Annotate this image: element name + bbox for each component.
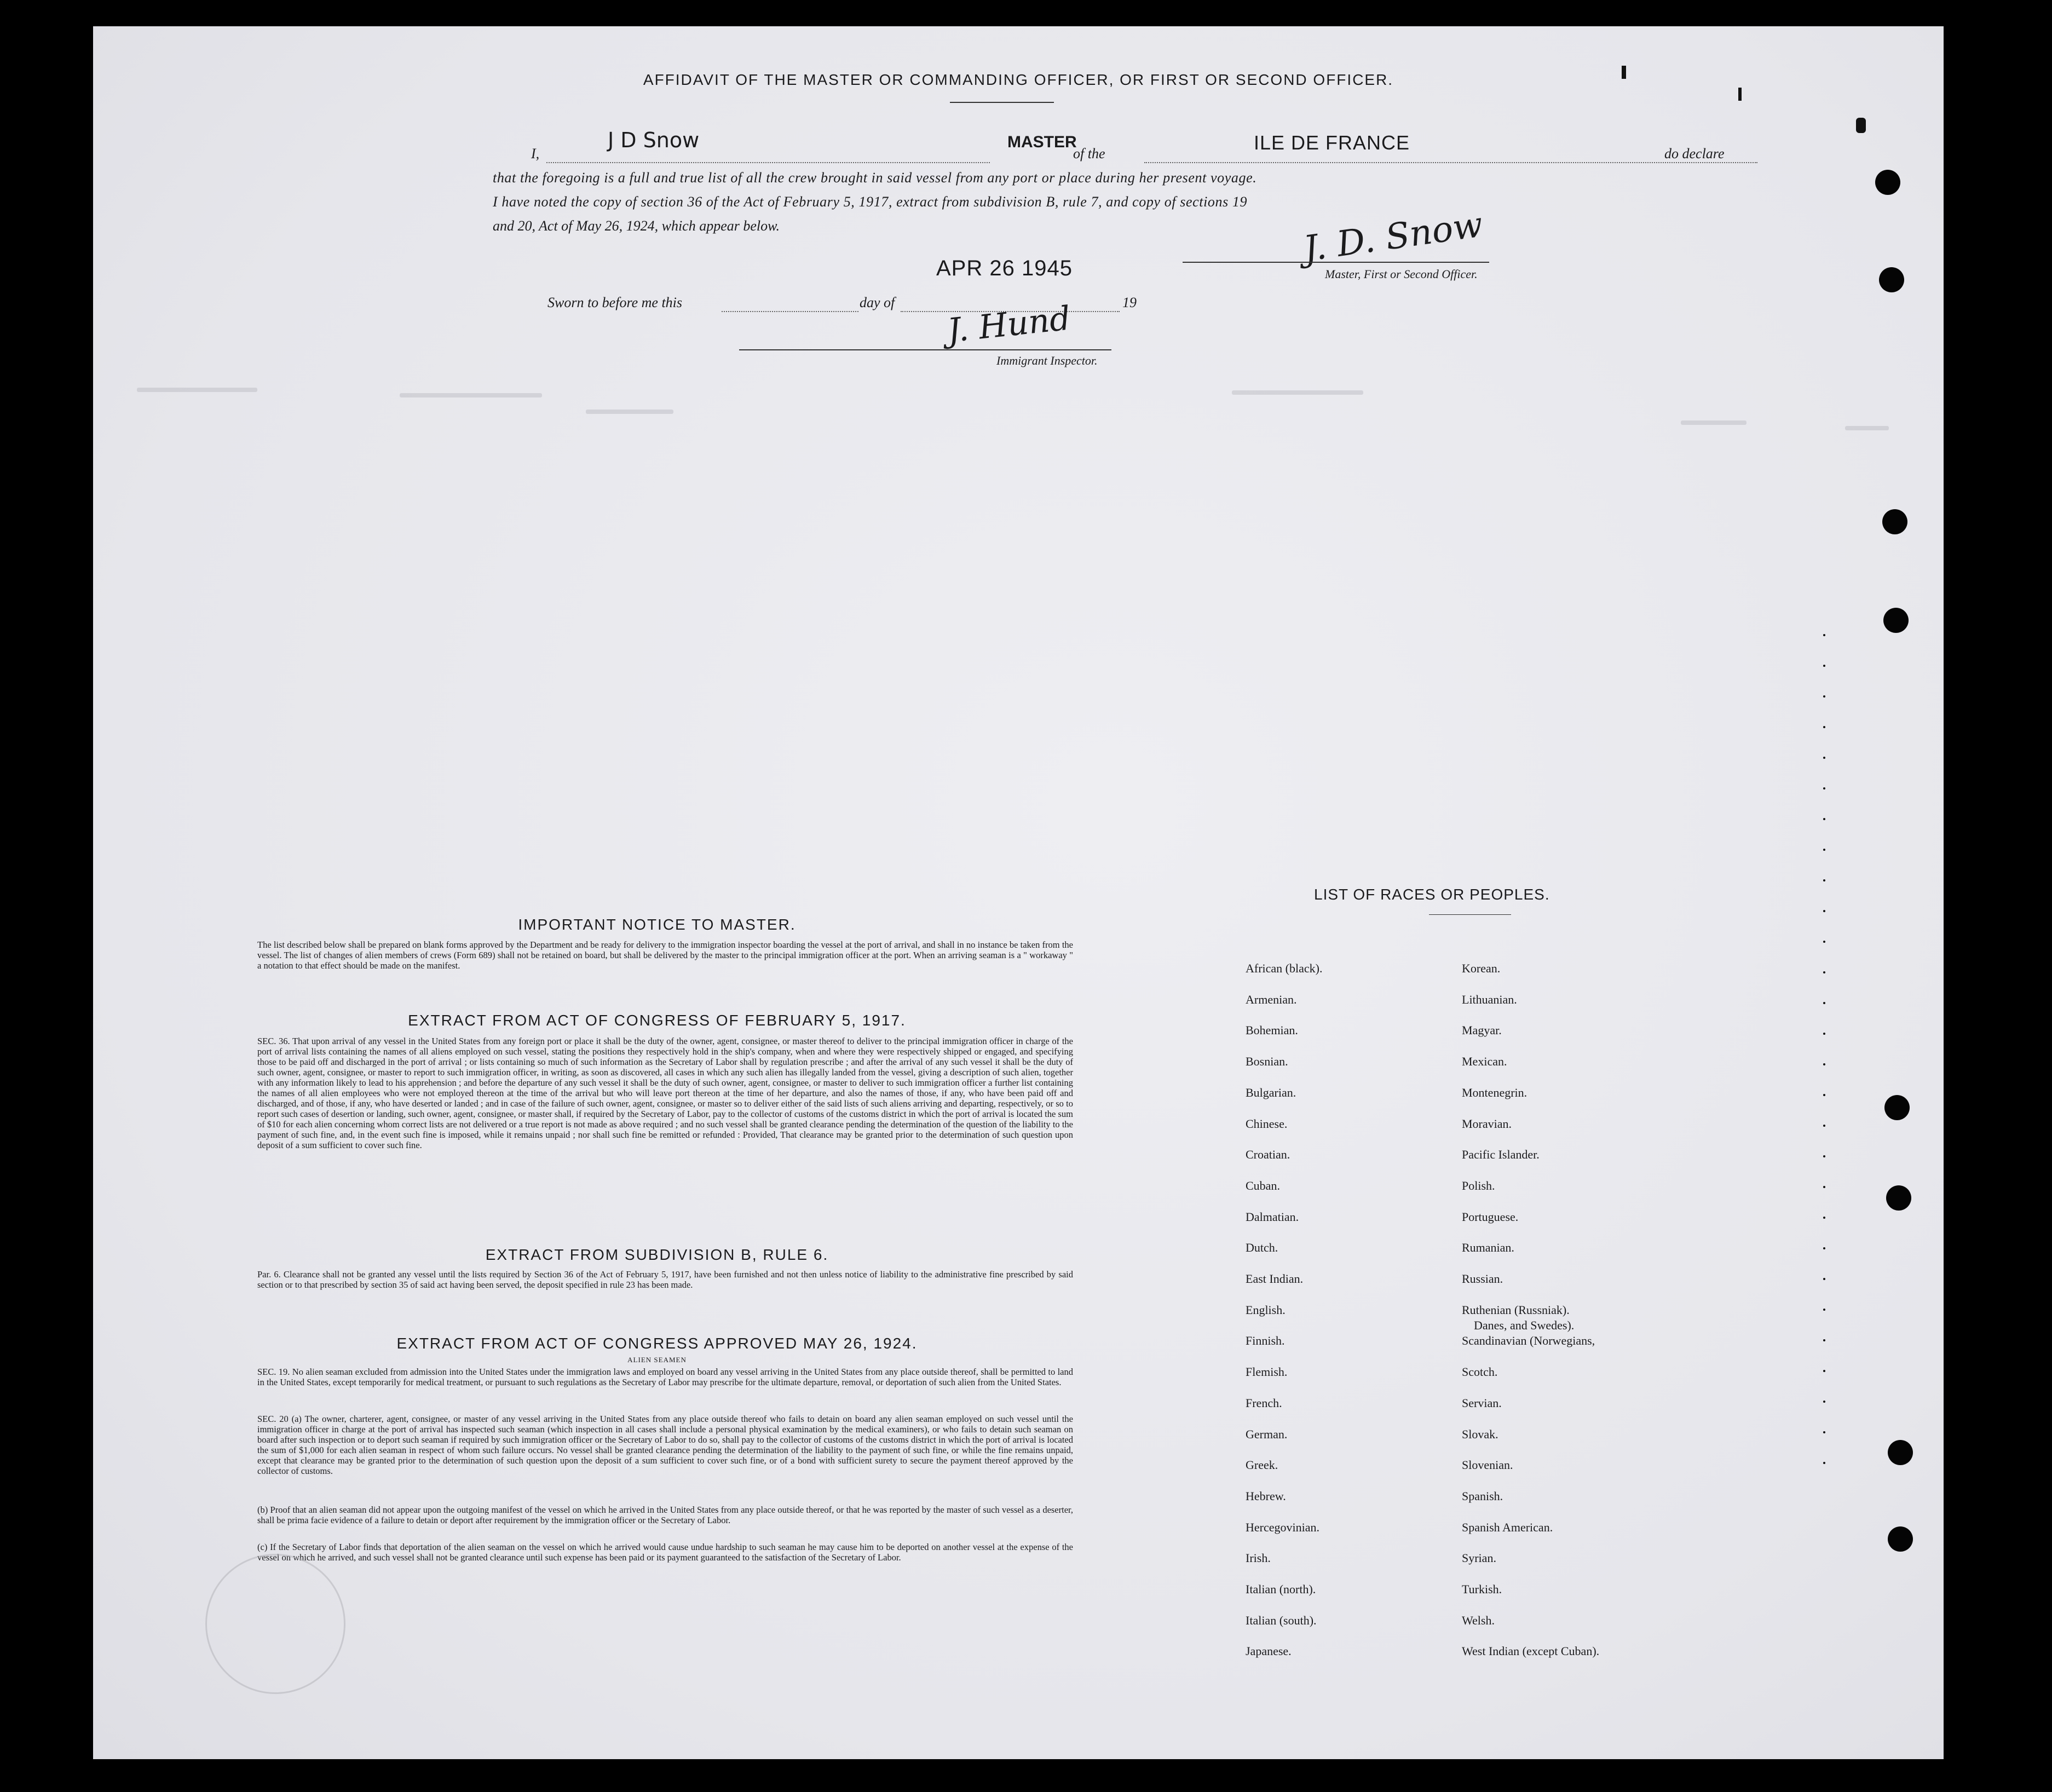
master-stamp: MASTER	[1007, 133, 1077, 151]
scan-mark	[1856, 118, 1866, 133]
day-of-text: day of	[860, 295, 895, 310]
vessel-name-stamp: ILE DE FRANCE	[1254, 131, 1410, 154]
margin-dot	[1823, 695, 1825, 698]
binder-hole	[1883, 608, 1909, 633]
embossed-seal	[205, 1554, 345, 1694]
bleed-through-mark	[137, 388, 257, 392]
race-item: Polish.	[1462, 1178, 1495, 1192]
race-item: Chinese.	[1246, 1116, 1288, 1131]
margin-dot	[1823, 849, 1825, 851]
sec20b-text: (b) Proof that an alien seaman did not appear upon the outgoing manifest of the vessel on which he arrived in the United States from any place outside thereof, or that he was reported by the master of such vessel as a deserter, shall be prima facie evidence of a failure to detain or deport after requirement by the immigration officer or the Secretary of Labor.	[257, 1505, 1073, 1525]
rule6-title: EXTRACT FROM SUBDIVISION B, RULE 6.	[485, 1246, 829, 1263]
race-item-continuation: Danes, and Swedes).	[1474, 1318, 1575, 1332]
race-item: Bosnian.	[1246, 1055, 1288, 1069]
margin-dot	[1823, 1033, 1825, 1035]
margin-dot	[1823, 634, 1825, 636]
race-item: Croatian.	[1246, 1148, 1290, 1162]
margin-dot	[1823, 818, 1825, 820]
notice-text: The list described below shall be prepared on blank forms approved by the Department and be ready for delivery to the immigration inspector boarding the vessel at the port of arrival, and shall in no instance be taken from the vessel. The list of changes of alien members of crews (Form 689) shall not be retained on board, but shall be delivered by the master to the principal immigration officer at the port. When an arriving seaman is a " workaway " a notation to that effect should be made on the manifest.	[257, 940, 1073, 971]
race-item: Korean.	[1462, 961, 1501, 975]
bleed-through-mark	[1681, 420, 1746, 425]
race-item: Portuguese.	[1462, 1209, 1519, 1224]
race-item: Montenegrin.	[1462, 1085, 1528, 1099]
race-item: Spanish.	[1462, 1489, 1503, 1503]
race-item: Italian (north).	[1246, 1582, 1316, 1596]
sec20a-text: SEC. 20 (a) The owner, charterer, agent, consignee, or master of any vessel arriving in the United States from any place outside thereof who fails to detain on board any alien seaman employed on such vessel until the immigration officer in charge at the port of arrival has inspected such seaman (which inspection in all cases shall include a personal physical examination by the medical examiners), or who fails to detain such seaman on board after such inspection or to deport such seaman if required by such immigration officer or the Secretary of Labor to do so, shall pay to the collector of customs of the customs district in which the port of arrival is located the sum of $1,000 for each alien seaman in respect of whom such failure occurs. No vessel shall be granted clearance pending the determination of the liability to the payment of such fine, or while the fine remains unpaid, except that clearance may be granted prior to the determination of such question upon the deposit of a sum sufficient to cover such fine, or of a bond with sufficient surety to secure the payment thereof approved by the collector of customs.	[257, 1414, 1073, 1476]
race-item: Magyar.	[1462, 1023, 1502, 1038]
signature-line	[1183, 262, 1489, 263]
scan-mark	[1738, 88, 1742, 101]
race-item: Lithuanian.	[1462, 992, 1517, 1006]
title-underline	[950, 102, 1054, 103]
year-prefix: 19	[1122, 295, 1137, 310]
race-item: Slovak.	[1462, 1427, 1498, 1441]
margin-dot	[1823, 1155, 1825, 1157]
margin-dot	[1823, 1431, 1825, 1433]
margin-dot	[1823, 1186, 1825, 1188]
race-item: Spanish American.	[1462, 1520, 1553, 1534]
inspector-signature: J. Hund	[945, 299, 1073, 350]
race-item: Russian.	[1462, 1272, 1503, 1286]
race-item: Hebrew.	[1246, 1489, 1286, 1503]
races-title: LIST OF RACES OR PEOPLES.	[1314, 886, 1550, 903]
race-item: French.	[1246, 1396, 1282, 1410]
margin-dot	[1823, 910, 1825, 912]
affidavit-prefix: I,	[531, 146, 540, 162]
margin-dot	[1823, 971, 1825, 973]
bleed-through-mark	[400, 393, 542, 397]
date-stamp: APR 26 1945	[936, 256, 1073, 280]
scan-mark	[1622, 66, 1626, 79]
margin-dot	[1823, 757, 1825, 759]
margin-dot	[1823, 879, 1825, 881]
race-item: Cuban.	[1246, 1178, 1280, 1192]
binder-hole	[1888, 1526, 1913, 1552]
margin-dot	[1823, 665, 1825, 667]
master-name-handwritten: J D Snow	[608, 128, 700, 152]
affidavit-title: AFFIDAVIT OF THE MASTER OR COMMANDING OFFICER, OR FIRST OR SECOND OFFICER.	[643, 71, 1394, 88]
margin-dot	[1823, 1339, 1825, 1341]
race-item: Dalmatian.	[1246, 1209, 1299, 1224]
vessel-line	[1144, 162, 1757, 163]
alien-seamen-subtitle: ALIEN SEAMEN	[627, 1356, 687, 1364]
race-item: Bohemian.	[1246, 1023, 1298, 1038]
race-item: Flemish.	[1246, 1365, 1288, 1379]
inspector-caption: Immigrant Inspector.	[996, 354, 1098, 367]
margin-dot	[1823, 1462, 1825, 1464]
sec19-text: SEC. 19. No alien seaman excluded from admission into the United States under the immigration laws and employed on board any vessel arriving in the United States from any place outside thereof, shall be permitted to land in the United States, except temporarily for medical treatment, or pursuant to such regulations as the Secretary of Labor may prescribe for the ultimate departure, removal, or deportation of such alien from the United States.	[257, 1367, 1073, 1387]
affidavit-line-4: and 20, Act of May 26, 1924, which appear below.	[493, 218, 780, 234]
race-item: Turkish.	[1462, 1582, 1502, 1596]
race-item: Rumanian.	[1462, 1241, 1514, 1255]
sec20c-text: (c) If the Secretary of Labor finds that deportation of the alien seaman on the vessel on which he arrived would cause undue hardship to such seaman he may cause him to be deported on another vessel at the expense of the vessel on which he arrived, and such vessel shall not be granted clearance until such expense has been paid or its payment guaranteed to the satisfaction of the Secretary of Labor.	[257, 1542, 1073, 1563]
race-item: Greek.	[1246, 1458, 1278, 1472]
race-item: Pacific Islander.	[1462, 1148, 1540, 1162]
margin-dot	[1823, 1247, 1825, 1249]
notice-title: IMPORTANT NOTICE TO MASTER.	[518, 916, 796, 933]
signature-caption: Master, First or Second Officer.	[1325, 267, 1478, 281]
binder-hole	[1879, 267, 1904, 292]
race-item: East Indian.	[1246, 1272, 1304, 1286]
extract-1917-title: EXTRACT FROM ACT OF CONGRESS OF FEBRUARY 5, 1917.	[408, 1012, 906, 1029]
race-item: English.	[1246, 1303, 1286, 1317]
margin-dot	[1823, 1063, 1825, 1065]
sworn-day-line	[722, 311, 858, 312]
race-item: German.	[1246, 1427, 1288, 1441]
margin-dot	[1823, 726, 1825, 728]
affidavit-line-3: I have noted the copy of section 36 of the Act of February 5, 1917, extract from subdivision B, rule 7, and copy of sections 19	[493, 194, 1248, 210]
affidavit-line-2: that the foregoing is a full and true list of all the crew brought in said vessel from any port or place during her present voyage.	[493, 170, 1257, 186]
races-underline	[1429, 914, 1511, 915]
race-item: Bulgarian.	[1246, 1085, 1296, 1099]
race-item: Slovenian.	[1462, 1458, 1513, 1472]
margin-dot	[1823, 1278, 1825, 1280]
race-item: Ruthenian (Russniak).	[1462, 1303, 1570, 1317]
margin-dot	[1823, 941, 1825, 943]
race-item: Japanese.	[1246, 1644, 1292, 1658]
margin-dot	[1823, 1125, 1825, 1127]
extract-1924-title: EXTRACT FROM ACT OF CONGRESS APPROVED MAY 26, 1924.	[396, 1335, 918, 1352]
binder-hole	[1884, 1095, 1910, 1120]
margin-dot	[1823, 787, 1825, 790]
race-item: African (black).	[1246, 961, 1323, 975]
race-item: Mexican.	[1462, 1055, 1507, 1069]
bleed-through-mark	[1232, 390, 1363, 395]
do-declare-text: do declare	[1664, 146, 1725, 162]
binder-hole	[1875, 170, 1900, 195]
binder-hole	[1888, 1440, 1913, 1465]
margin-dot	[1823, 1309, 1825, 1311]
bleed-through-mark	[1845, 426, 1889, 430]
race-item: Dutch.	[1246, 1241, 1278, 1255]
race-item: Moravian.	[1462, 1116, 1512, 1131]
race-item: Scotch.	[1462, 1365, 1498, 1379]
margin-dot	[1823, 1217, 1825, 1219]
name-line	[546, 162, 990, 163]
binder-hole	[1882, 509, 1907, 534]
rule6-text: Par. 6. Clearance shall not be granted any vessel until the lists required by Section 36 of the Act of February 5, 1917, have been furnished and not then unless notice of liability to the administrative fine prescribed by said section or to that prescribed by section 35 of said act having been served, the deposit specified in rule 23 has been made.	[257, 1269, 1073, 1290]
race-item: Hercegovinian.	[1246, 1520, 1319, 1534]
inspector-line	[739, 349, 1111, 350]
race-item: West Indian (except Cuban).	[1462, 1644, 1600, 1658]
sworn-text: Sworn to before me this	[547, 295, 683, 310]
of-the-text: of the	[1073, 146, 1105, 162]
margin-dot	[1823, 1370, 1825, 1372]
race-item: Armenian.	[1246, 992, 1297, 1006]
bleed-through-mark	[586, 410, 673, 414]
race-item: Finnish.	[1246, 1334, 1285, 1348]
margin-dot	[1823, 1094, 1825, 1096]
race-item: Irish.	[1246, 1551, 1271, 1565]
race-item: Welsh.	[1462, 1613, 1495, 1627]
race-item: Italian (south).	[1246, 1613, 1317, 1627]
margin-dot	[1823, 1002, 1825, 1004]
margin-dot	[1823, 1401, 1825, 1403]
binder-hole	[1886, 1185, 1911, 1211]
extract-1917-text: SEC. 36. That upon arrival of any vessel in the United States from any foreign port or place it shall be the duty of the owner, agent, consignee, or master thereof to deliver to the principal immigration officer in charge of the port of arrival lists containing the names of all aliens employed on such vessel, stating the positions they respectively hold in the ship's company, when and where they were respectively shipped or engaged, and specifying those to be paid off and discharged in the port of arrival ; or lists containing so much of such information as the Secretary of Labor shall by regulation prescribe ; and after the arrival of any such vessel it shall be the duty of such owner, agent, consignee, or master to report to such immigration officer, in writing, as soon as discovered, all cases in which any such alien has illegally landed from the vessel, giving a description of such alien, together with any information likely to lead to his apprehension ; and before the departure of any such vessel it shall be the duty of such owner, agent, consignee, or master to deliver to such immigration officer a further list containing the names of all alien employees who were not employed thereon at the time of the arrival but who will leave port thereon at the time of her departure, and also the names of those, if any, who have been paid off and discharged, and of those, if any, who have deserted or landed ; and in case of the failure of such owner, agent, consignee, or master so to deliver either of the said lists of such aliens arriving and departing, respectively, or so to report such cases of desertion or landing, such owner, agent, consignee, or master shall, if required by the Secretary of Labor, pay to the collector of customs of the customs district in which the port of arrival is located the sum of $10 for each alien concerning whom correct lists are not delivered or a true report is not made as above required ; and no such vessel shall be granted clearance pending the determination of the question of the liability to the payment of such fine, and, in the event such fine is imposed, while it remains unpaid ; nor shall such fine be remitted or refunded : Provided, That clearance may be granted prior to the determination of such question upon deposit of a sum sufficient to cover such fine.	[257, 1036, 1073, 1150]
race-item: Syrian.	[1462, 1551, 1496, 1565]
document-page	[93, 26, 1944, 1759]
race-item: Scandinavian (Norwegians,	[1462, 1334, 1595, 1348]
race-item: Servian.	[1462, 1396, 1502, 1410]
master-signature: J. D. Snow	[1301, 204, 1486, 270]
